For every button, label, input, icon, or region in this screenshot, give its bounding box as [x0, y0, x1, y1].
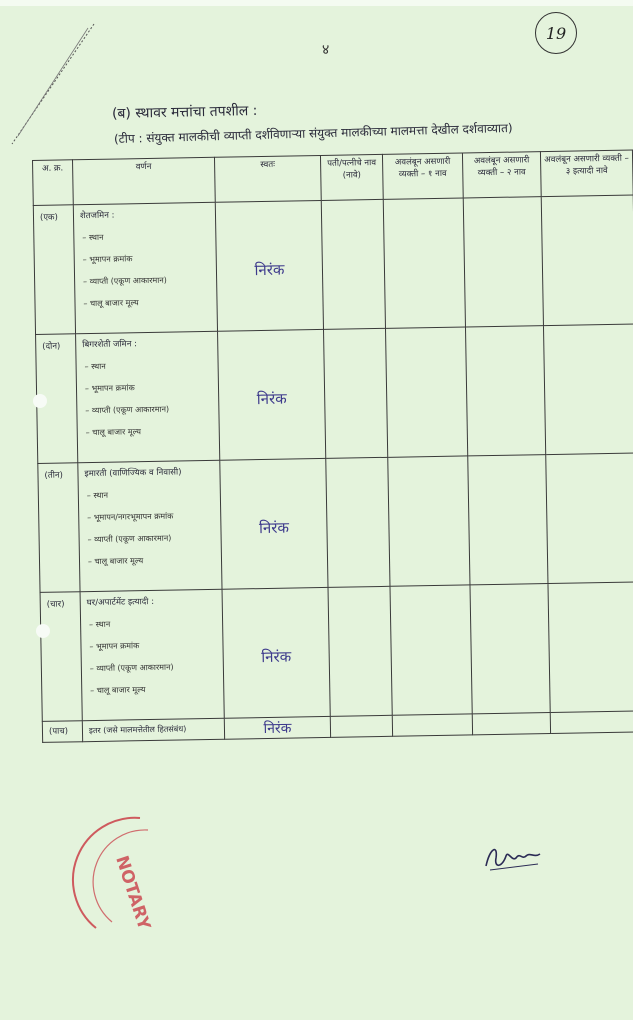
row-number: (चार) — [46, 599, 65, 610]
row-number: (पाच) — [48, 726, 69, 737]
dependent-2-cell — [472, 713, 550, 735]
spouse-cell — [324, 328, 388, 458]
row-item: – चालू बाजार मूल्य — [90, 685, 146, 696]
self-value-handwritten: निरंक — [258, 518, 290, 538]
row-item: – चालू बाजार मूल्य — [83, 298, 139, 309]
row-item: – व्याप्ती (एकूण आकारमान) — [89, 662, 174, 674]
dependent-2-cell — [470, 584, 550, 714]
self-value-handwritten: निरंक — [254, 260, 285, 280]
row-item: – चालू बाजार मूल्य — [85, 427, 142, 438]
row-title: शेतजमिन : — [79, 210, 115, 222]
dependent-3-cell — [548, 582, 633, 713]
row-item: – भूमापन क्रमांक — [82, 254, 133, 265]
row-item: – व्याप्ती (एकूण आकारमान) — [83, 275, 167, 287]
dependent-2-cell — [463, 197, 543, 327]
spouse-cell — [326, 457, 390, 587]
dependent-1-cell — [383, 198, 465, 328]
row-item: – व्याप्ती (एकूण आकारमान) — [87, 533, 172, 545]
row-item: – स्थान — [86, 490, 109, 501]
page-number: ४ — [322, 42, 330, 58]
punch-hole — [33, 394, 47, 408]
self-value-handwritten: निरंक — [256, 389, 287, 409]
spouse-cell — [328, 586, 392, 716]
row-number: (एक) — [39, 212, 58, 223]
row-title: बिगरशेती जमिन : — [82, 339, 138, 351]
row-title: इमारती (वाणिज्यिक व निवासी) — [84, 467, 182, 480]
header-spouse: पती/पत्नीचे नाव (नावे) — [320, 154, 383, 200]
header-dependent-2: अवलंबून असणारी व्यक्ती – २ नाव — [462, 152, 541, 198]
dependent-2-cell — [468, 455, 548, 585]
dependent-2-cell — [465, 326, 545, 456]
dependent-3-cell — [546, 453, 633, 584]
table-row — [36, 324, 633, 463]
corner-scribble-mark — [8, 20, 98, 150]
header-serial: अ. क्र. — [33, 160, 74, 206]
row-item: – स्थान — [84, 361, 106, 372]
row-item: – स्थान — [82, 232, 104, 243]
row-item: – चालू बाजार मूल्य — [87, 556, 144, 567]
notary-stamp — [60, 800, 170, 940]
header-dependent-3: अवलंबून असणारी व्यक्ती – ३ इत्यादी नावे — [540, 150, 633, 197]
header-dependent-1: अवलंबून असणारी व्यक्ती – १ नाव — [382, 153, 463, 199]
signature — [480, 838, 550, 878]
row-item: – भूमापन क्रमांक — [84, 383, 135, 394]
dependent-3-cell — [543, 324, 633, 455]
row-item: – स्थान — [89, 619, 111, 630]
dependent-1-cell — [385, 327, 467, 457]
self-value-handwritten: निरंक — [263, 720, 292, 738]
row-number: (तीन) — [44, 470, 64, 481]
svg-text:NOTARY: NOTARY — [111, 853, 154, 933]
row-title: इतर (जसे मालमत्तेतील हितसंबंध) — [88, 724, 187, 736]
row-title: घर/अपार्टमेंट इत्यादी : — [86, 596, 155, 609]
section-heading: (ब) स्थावर मत्तांचा तपशील : — [111, 102, 258, 122]
table-note: (टीप : संयुक्त मालकीची व्याप्ती दर्शविणाऱ्या संयुक्त मालकीच्या मालमत्ता देखील दर्शवाव्यात) — [113, 120, 513, 146]
header-description: वर्णन — [73, 157, 216, 204]
table-row — [33, 195, 633, 334]
immovable-assets-table — [32, 150, 633, 743]
dependent-1-cell — [388, 456, 470, 586]
punch-hole — [36, 624, 50, 638]
table-row — [38, 453, 633, 592]
paper-top-edge — [0, 0, 633, 6]
spouse-cell — [321, 199, 385, 329]
row-item: – भूमापन/नगरभूमापन क्रमांक — [87, 511, 174, 523]
dependent-3-cell — [541, 195, 633, 326]
self-value-handwritten: निरंक — [261, 647, 292, 667]
header-self: स्वतः — [214, 155, 321, 202]
dependent-1-cell — [390, 585, 472, 715]
spouse-cell — [330, 715, 392, 737]
row-item: – व्याप्ती (एकूण आकारमान) — [85, 404, 170, 416]
sheet-number-circled: 19 — [535, 12, 577, 54]
row-item: – भूमापन क्रमांक — [89, 641, 140, 652]
dependent-1-cell — [392, 714, 472, 736]
row-number: (दोन) — [42, 341, 61, 352]
dependent-3-cell — [550, 711, 633, 734]
assets-table-wrapper — [32, 150, 633, 772]
table-row — [40, 582, 633, 721]
